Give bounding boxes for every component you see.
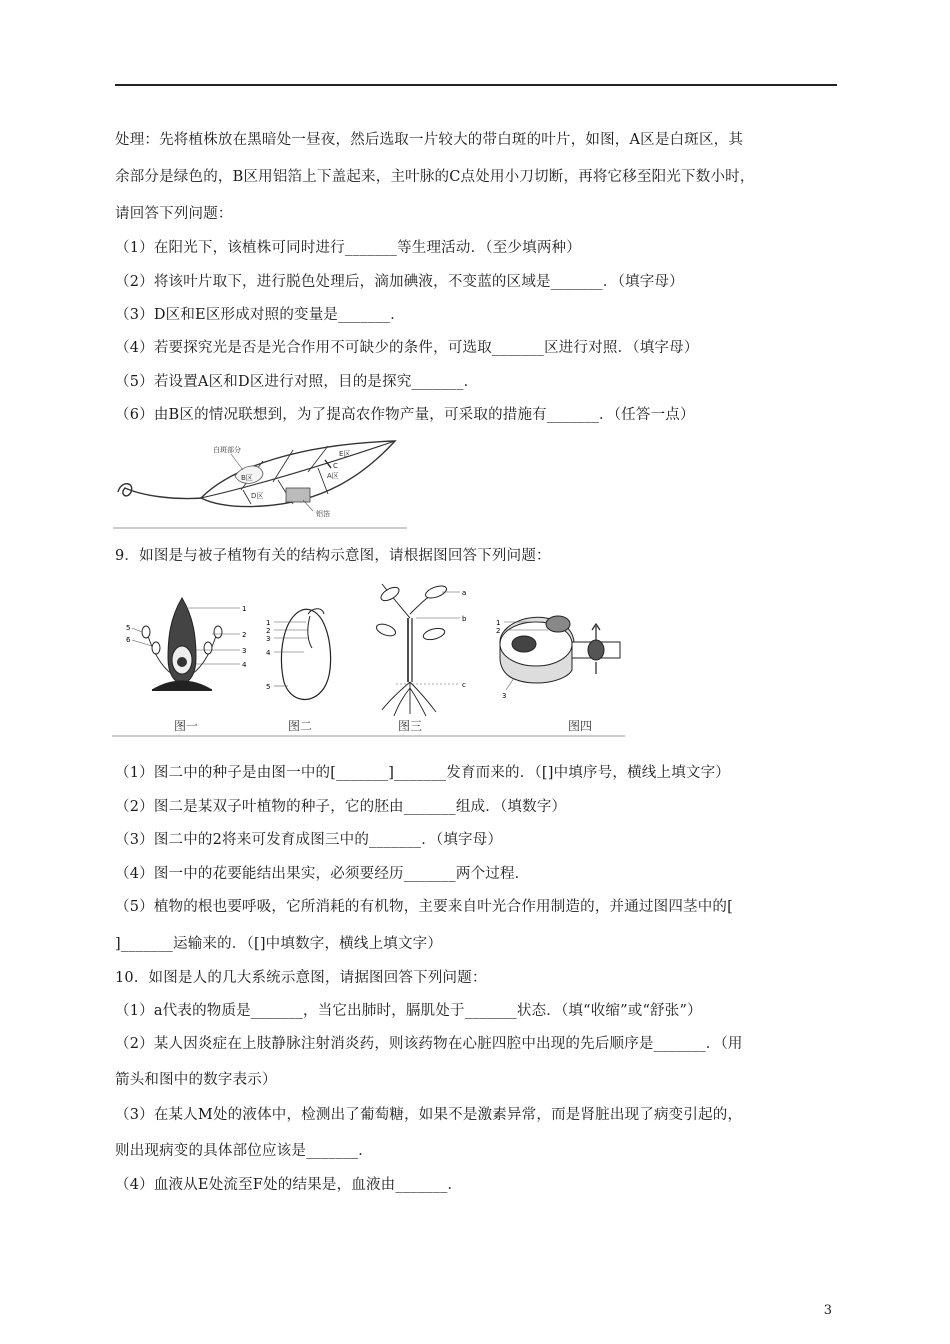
angiosperm-figures xyxy=(112,578,627,738)
leaf-figure xyxy=(113,436,409,530)
q9-item-1: （1）图二中的种子是由图一中的[_______]_______发育而来的．（[]中填序号，横线上填文字） xyxy=(115,765,731,781)
fig2-num-3: 3 xyxy=(266,635,271,643)
caption-figure-3: 图三 xyxy=(398,719,423,733)
q8-item-4: （4）若要探究光是否是光合作用不可缺少的条件，可选取_______区进行对照．（填字母） xyxy=(115,340,699,356)
q9-item-5-cont: ]_______运输来的．（[]中填数字，横线上填文字） xyxy=(115,936,443,952)
fig1-num-4: 4 xyxy=(242,661,247,669)
caption-figure-4: 图四 xyxy=(568,719,593,733)
q8-item-1: （1）在阳光下，该植株可同时进行_______等生理活动．（至少填两种） xyxy=(115,240,581,256)
fig3-letter-b: b xyxy=(462,615,467,623)
q8-item-2: （2）将该叶片取下，进行脱色处理后，滴加碘液，不变蓝的区域是_______．（填字母） xyxy=(115,274,684,290)
fig4-num-1: 1 xyxy=(496,619,501,627)
page-number: 3 xyxy=(823,1303,832,1318)
q10-item-1: （1）a代表的物质是_______，当它出肺时，膈肌处于_______状态．（填“收缩”或“舒张”） xyxy=(115,1003,702,1019)
fig2-num-5: 5 xyxy=(266,683,271,691)
caption-figure-2: 图二 xyxy=(288,719,313,733)
header-rule xyxy=(115,84,837,86)
fig1-num-3: 3 xyxy=(242,647,247,655)
fig1-num-5: 5 xyxy=(126,624,131,632)
fig4-num-2: 2 xyxy=(496,627,501,635)
q10-item-2-cont: 箭头和图中的数字表示） xyxy=(115,1072,277,1088)
q8-item-5: （5）若设置A区和D区进行对照，目的是探究_______． xyxy=(115,374,479,390)
fig2-num-1: 1 xyxy=(266,619,271,627)
fig1-num-2: 2 xyxy=(242,631,247,639)
fig2-num-2: 2 xyxy=(266,627,271,635)
label-foil: 铝箔 xyxy=(316,510,330,518)
label-white-part: 白斑部分 xyxy=(213,446,241,454)
q9-stem: 9．如图是与被子植物有关的结构示意图，请根据图回答下列问题： xyxy=(115,548,551,564)
figure-three-seedling xyxy=(375,584,467,716)
label-zone-a: A区 xyxy=(327,472,339,480)
fig3-letter-c: c xyxy=(462,681,466,689)
fig1-num-6: 6 xyxy=(126,636,131,644)
q8-item-3: （3）D区和E区形成对照的变量是_______． xyxy=(115,307,405,323)
q10-stem: 10．如图是人的几大系统示意图，请据图回答下列问题： xyxy=(115,970,487,986)
q9-item-3: （3）图二中的2将来可发育成图三中的_______．（填字母） xyxy=(115,832,503,848)
q9-item-5: （5）植物的根也要呼吸，它所消耗的有机物，主要来自叶光合作用制造的，并通过图四茎中的[ xyxy=(115,899,733,915)
figure-one-flower xyxy=(126,598,247,690)
label-zone-c: C xyxy=(333,462,338,470)
q9-item-2: （2）图二是某双子叶植物的种子，它的胚由_______组成．（填数字） xyxy=(115,799,567,815)
fig3-letter-a: a xyxy=(462,589,467,597)
figure-two-seed xyxy=(266,609,331,700)
q10-item-4: （4）血液从E处流至F处的结果是，血液由_______． xyxy=(115,1177,463,1193)
q9-item-4: （4）图一中的花要能结出果实，必须要经历_______两个过程． xyxy=(115,866,530,882)
q10-item-2: （2）某人因炎症在上肢静脉注射消炎药，则该药物在心脏四腔中出现的先后顺序是_______．（用 xyxy=(115,1036,743,1052)
q8-item-6: （6）由B区的情况联想到，为了提高农作物产量，可采取的措施有_______．（任答一点） xyxy=(115,407,695,423)
fig1-num-1: 1 xyxy=(242,605,247,613)
intro-line-3: 请回答下列问题： xyxy=(115,206,233,222)
fig2-num-4: 4 xyxy=(266,649,271,657)
label-zone-b: B区 xyxy=(241,474,253,482)
caption-figure-1: 图一 xyxy=(174,719,199,733)
label-zone-e: E区 xyxy=(339,450,351,458)
intro-line-2: 余部分是绿色的，B区用铝箔上下盖起来，主叶脉的C点处用小刀切断，再将它移至阳光下数小时， xyxy=(115,169,755,185)
fig4-num-3: 3 xyxy=(502,692,507,700)
q10-item-3-cont: 则出现病变的具体部位应该是_______． xyxy=(115,1143,373,1159)
intro-line-1: 处理：先将植株放在黑暗处一昼夜，然后选取一片较大的带白斑的叶片，如图，A区是白斑区，其 xyxy=(115,132,744,148)
q10-item-3: （3）在某人M处的液体中，检测出了葡萄糖，如果不是激素异常，而是肾脏出现了病变引起的， xyxy=(115,1107,743,1123)
label-zone-d: D区 xyxy=(251,492,264,500)
figure-four-stem xyxy=(496,616,620,700)
